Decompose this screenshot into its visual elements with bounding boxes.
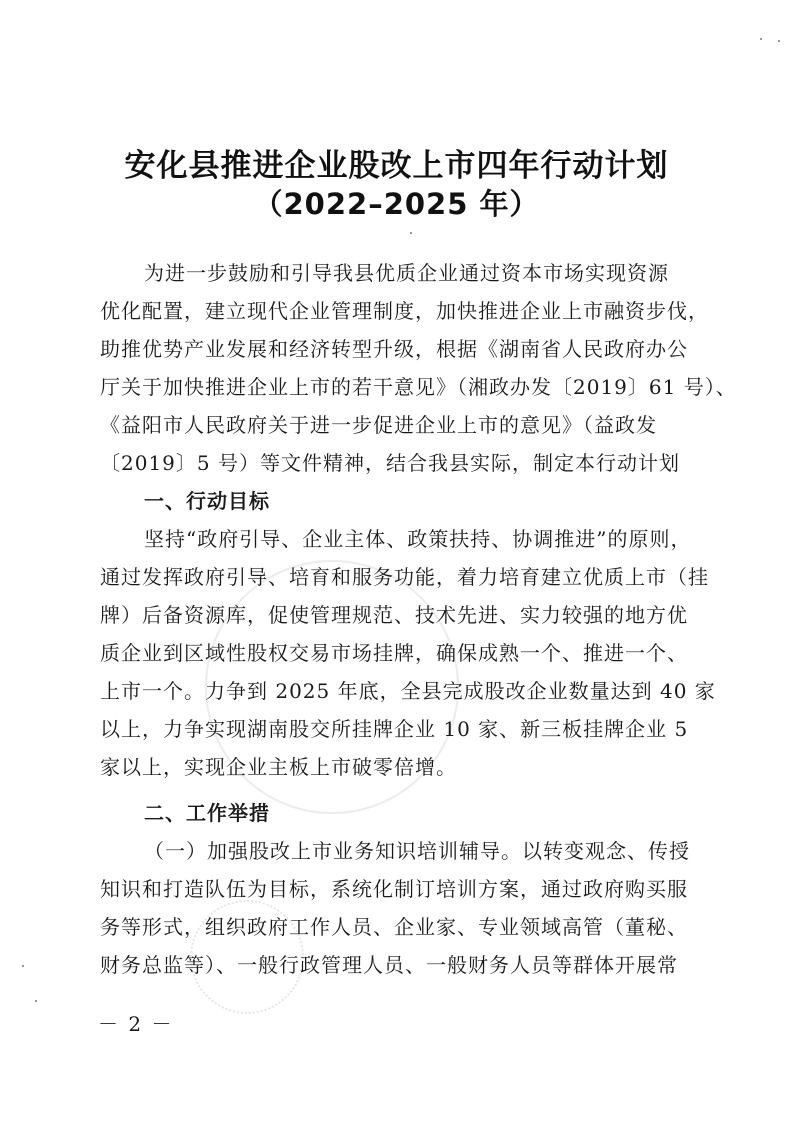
paragraph-line: （一）加强股改上市业务知识培训辅导。以转变观念、传授: [144, 839, 690, 863]
paragraph-line: 上市一个。力争到 2025 年底，全县完成股改企业数量达到 40 家: [100, 679, 716, 703]
scan-speck: [778, 40, 780, 42]
section-heading-goals: 一、行动目标: [144, 489, 270, 513]
document-title: 安化县推进企业股改上市四年行动计划: [124, 148, 669, 184]
paragraph-line: 家以上，实现企业主板上市破零倍增。: [100, 755, 457, 779]
paragraph-line: 以上，力争实现湖南股交所挂牌企业 10 家、新三板挂牌企业 5: [100, 717, 689, 741]
paragraph-line: 牌）后备资源库，促使管理规范、技术先进、实力较强的地方优: [100, 603, 688, 627]
scan-speck: [410, 232, 412, 234]
paragraph-line: 坚持“政府引导、企业主体、政策扶持、协调推进”的原则，: [144, 527, 692, 551]
page-number: － 2 －: [98, 1012, 174, 1036]
paragraph-line: 质企业到区域性股权交易市场挂牌，确保成熟一个、推进一个、: [100, 641, 688, 665]
paragraph-line: 财务总监等）、一般行政管理人员、一般财务人员等群体开展常: [100, 953, 678, 977]
scan-speck: [22, 965, 24, 967]
paragraph-line: 助推优势产业发展和经济转型升级，根据《湖南省人民政府办公: [100, 337, 688, 361]
scan-speck: [35, 1000, 37, 1002]
paragraph-line: 知识和打造队伍为目标，系统化制订培训方案，通过政府购买服: [100, 877, 688, 901]
section-heading-measures: 二、工作举措: [144, 801, 270, 825]
paragraph-line: 优化配置，建立现代企业管理制度，加快推进企业上市融资步伐，: [100, 299, 709, 323]
document-subtitle-years: （2022–2025 年）: [253, 187, 540, 221]
paragraph-line: 《益阳市人民政府关于进一步促进企业上市的意见》（益政发: [100, 413, 657, 437]
scan-speck: [760, 38, 762, 40]
paragraph-line: 为进一步鼓励和引导我县优质企业通过资本市场实现资源: [144, 261, 669, 285]
paragraph-line: 务等形式，组织政府工作人员、企业家、专业领域高管（董秘、: [100, 915, 688, 939]
paragraph-line: 〔2019〕5 号）等文件精神，结合我县实际，制定本行动计划: [100, 451, 680, 475]
paragraph-line: 厅关于加快推进企业上市的若干意见》（湘政办发〔2019〕61 号）、: [100, 375, 737, 399]
paragraph-line: 通过发挥政府引导、培育和服务功能，着力培育建立优质上市（挂: [100, 565, 709, 589]
document-body: [100, 254, 737, 984]
